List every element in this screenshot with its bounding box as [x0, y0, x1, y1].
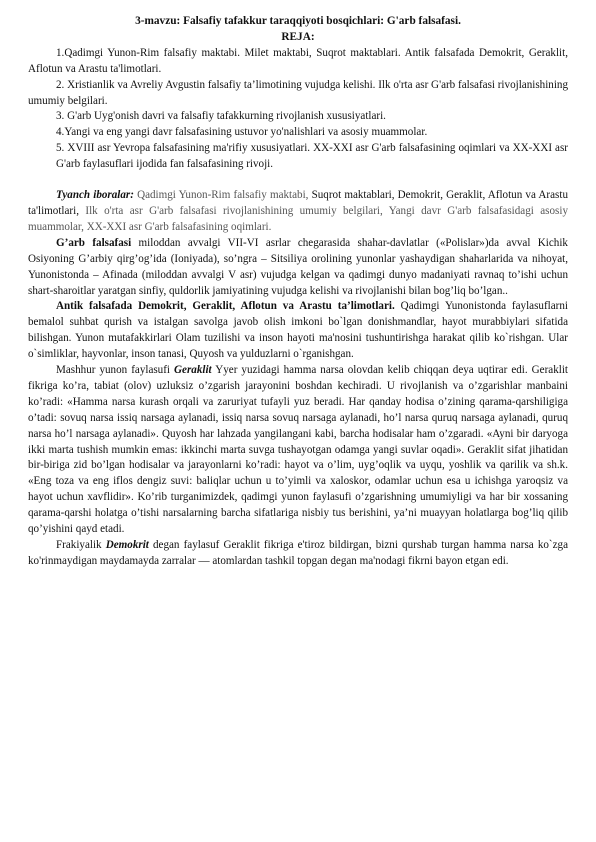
plan-item-3: 3. G'arb Uyg'onish davri va falsafiy tafakkurning rivojlanish xususiyatlari. — [56, 110, 386, 123]
paragraph-text: degan faylasuf Geraklit fikriga e'tiroz bildirgan, bizni qurshab turgan hamma narsa ko`zga ko'rinmaydigan maydamayda zarralar — atomlardan tashkil topgan degan ma'nodagi fikrni bayon etgan edi. — [28, 539, 569, 567]
plan-heading: REJA: — [281, 30, 315, 43]
page-title: 3-mavzu: Falsafiy tafakkur taraqqiyoti bosqichlari: G'arb falsafasi. — [135, 15, 461, 27]
paragraph-heraclitus — [28, 363, 568, 538]
paragraph-text: miloddan avvalgi VII-VI asrlar chegarasida shahar-davlatlar («Polislar»)da avval Kichik Osiyoning G’arbiy qirg’og’ida (Ioniyada), so’ngra – Sitsiliya orolining yunonlar yashaydigan shaharlarida va nihoyat, Yunonistonda – Afinada (miloddan avvalgi V asr) vujudga kelgan va qadimgi dunyo madaniyati ravnaq to’ishi uchun shart-sharoitlar yaratgan sinfiy, quldorlik jamiyatining vujudga kelishi va rivojlanishi bilan bog’liq bo’lgan.. — [28, 236, 568, 297]
name-highlight: Geraklit — [174, 364, 212, 377]
key-terms-paragraph — [28, 188, 568, 236]
name-highlight: Demokrit — [105, 539, 149, 551]
paragraph-text: Yyer yuzidagi hamma narsa olovdan kelib chiqqan deya uqtirar edi. Geraklit fikriga ko’ra, tabiat (olov) uzluksiz o’zgarish jarayonini boshdan kechiradi. U rivojlanish va o’zgarishlar manbaini ko’radi: «Hamma narsa kurash orqali va zaruriyat tufayli yuz beradi. Har qanday hodisa o’zining qarama-qarshiligiga o’tadi: sovuq narsa issiq narsaga aylanadi, issiq narsa sovuq narsaga aylanadi, ho’l narsa quruq narsaga aylanadi, quruq narsa ho’l narsaga aylanadi». Quyosh har lahzada yangilangani kabi, barcha hodisalar ham o’zgaradi. «Ayni bir daryoga ikki marta tushish mumkin emas: ikkinchi marta suvga tushayotgan odamga yangi suvlar oqadi». Geraklit sifat jihatidan bir-biriga zid bo’lgan hodisalar va jarayonlarni ko’radi: hayot va o’lim, uyg’oqlik va uyqu, yoshlik va qarilik va sh.k. «Eng toza va eng iflos dengiz suvi: baliqlar uchun u to’yimli va xaloskor, odamlar uchun esa u ichishga yaroqsiz va hayot uchun xavflidir». Ko’rib turganimizdek, qadimgi yunon faylasufi o’zgarishning umumiyligi va har bir xossaning qarama-qarshi holatga o’tishi narsalarning barcha sifatlariga nisbiy tus berishini, ya’ni muayyan holatlarga bog’liq qilib qo’yishini qayd etadi. — [28, 364, 568, 536]
spacer — [28, 173, 568, 188]
paragraph-text-pre: Frakiyalik — [56, 539, 106, 551]
key-terms-text-1: Qadimgi Yunon-Rim falsafiy maktabi, — [133, 189, 312, 202]
paragraph-text-pre: Mashhur yunon faylasufi — [56, 364, 175, 377]
key-terms-text-3: Ilk o'rta asr G'arb falsafasi rivojlanishining umumiy belgilari, Yangi davr G'arb falsafasidagi asosiy muammolar, XX-XXI asr G'arb falsafasining oqimlari. — [28, 204, 568, 233]
paragraph-lead: G’arb falsafasi — [56, 236, 132, 249]
key-terms-text-2: Suqrot maktablari, Demokrit, Geraklit, Aflotun va Arastu ta'limotlari, — [28, 189, 568, 217]
paragraph-democritus — [28, 538, 568, 570]
section-heading: Antik falsafada Demokrit, Geraklit, Aflotun va Arastu ta’limotlari. — [56, 300, 395, 313]
paragraph-text: Qadimgi Yunonistonda faylasuflarni bemalol suhbat qurish va istalgan savolga javob olish imkoni bo`lgan donishmandlar, hayot murabbiylari sifatida bilishgan. Yunon mutafakkirlari Olam tuzilishi va inson hayoti ma'nosini tushuntirishga harakat qilib ko`rishgan. Ular o`simliklar, hayvonlar, inson tanasi, Quyosh va yulduzlarni o`rganishgan. — [28, 300, 568, 361]
paragraph-western-philosophy — [28, 236, 568, 300]
plan-item-4: 4.Yangi va eng yangi davr falsafasining ustuvor yo'nalishlari va asosiy muammolar. — [56, 126, 428, 139]
plan-item-1: 1.Qadimgi Yunon-Rim falsafiy maktabi. Milet maktabi, Suqrot maktablari. Antik falsafada Demokrit, Geraklit, Aflotun va Arastu ta'limotlari. — [28, 46, 568, 75]
plan-item-5: 5. XVIII asr Yevropa falsafasining ma'rifiy xususiyatlari. XX-XXI asr G'arb falsafasining oqimlari va XX-XXI asr G'arb faylasuflari ijodida fan falsafasining rivoji. — [56, 142, 568, 171]
plan-item-2: 2. Xristianlik va Avreliy Avgustin falsafiy ta’limotining vujudga kelishi. Ilk o'rta asr G'arb falsafasi rivojlanishining umumiy belgilari. — [28, 78, 568, 107]
key-terms-label: Tyanch iboralar: — [56, 189, 134, 202]
paragraph-antique-philosophy — [28, 299, 568, 363]
